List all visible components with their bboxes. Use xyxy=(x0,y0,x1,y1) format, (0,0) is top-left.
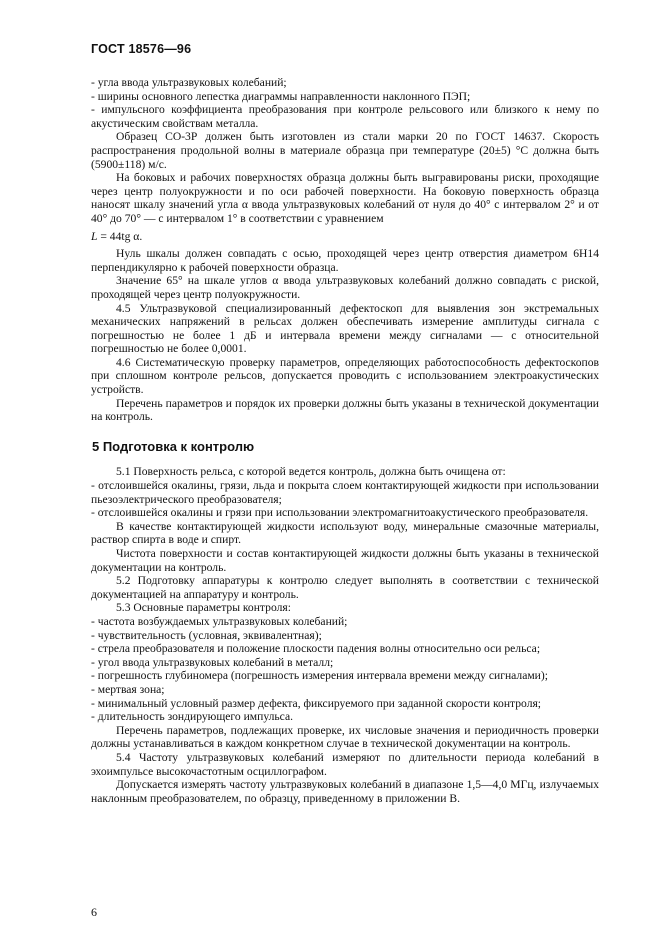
list-item: - ширины основного лепестка диаграммы направленности наклонного ПЭП; xyxy=(91,89,471,103)
paragraph: Перечень параметров, подлежащих проверке, их числовые значения и периодичность проверки должны устанавливаться в каждом конкретном случае в технической документации на контроль. xyxy=(91,723,599,751)
list-item: - частота возбуждаемых ультразвуковых колебаний; xyxy=(91,614,348,628)
list-item: - импульсного коэффициента преобразования при контроле рельсового или близкого к нему по акустическим свойствам металла. xyxy=(91,103,599,130)
paragraph: Допускается измерять частоту ультразвуковых колебаний в диапазоне 1,5—4,0 МГц, излучаемых наклонным преобразователем, по образцу, приведенному в приложении В. xyxy=(91,778,599,805)
paragraph: Значение 65° на шкале углов α ввода ультразвуковых колебаний должно совпадать с риской, проходящей через центр полуокружности. xyxy=(91,274,599,301)
paragraph: 4.5 Ультразвуковой специализированный дефектоскоп для выявления зон экстремальных механических напряжений в рельсах должен обеспечивать измерение амплитуды сигнала с погрешностью не более 1 дБ и интервала времени между сигналами — с относительной погрешностью не более 0,0001. xyxy=(91,301,599,356)
list-item: - чувствительность (условная, эквивалентная); xyxy=(91,628,322,642)
section-heading: 5 Подготовка к контролю xyxy=(92,438,255,454)
list-item: - стрела преобразователя и положение плоскости падения волны относительно оси рельса; xyxy=(91,642,541,656)
text-block-intro xyxy=(91,76,599,226)
list-item: - длительность зондирующего импульса. xyxy=(91,710,294,724)
list-item: - угол ввода ультразвуковых колебаний в металл; xyxy=(91,655,334,669)
document-header: ГОСТ 18576—96 xyxy=(91,42,192,56)
list-item: - минимальный условный размер дефекта, фиксируемого при заданной скорости контроля; xyxy=(91,696,542,710)
list-item: - угла ввода ультразвуковых колебаний; xyxy=(91,76,287,89)
formula xyxy=(91,230,599,244)
formula-rhs: = 44tg α. xyxy=(97,229,143,243)
list-item: - отслоившейся окалины и грязи при использовании электромагнитоакустического преобразователя. xyxy=(91,506,589,520)
paragraph: Нуль шкалы должен совпадать с осью, проходящей через центр отверстия диаметром 6Н14 перпендикулярно к рабочей поверхности образца. xyxy=(91,247,599,274)
text-block-section-5 xyxy=(91,465,599,805)
paragraph: Чистота поверхности и состав контактирующей жидкости должны быть указаны в технической документации на контроль. xyxy=(91,547,599,574)
list-item: - отслоившейся окалины, грязи, льда и покрыта слоем контактирующей жидкости при использовании пьезоэлектрического преобразователя; xyxy=(91,479,599,506)
paragraph: 5.4 Частоту ультразвуковых колебаний измеряют по длительности периода колебаний в эхоимпульсе высокочастотным осциллографом. xyxy=(91,750,599,778)
paragraph: На боковых и рабочих поверхностях образца должны быть выгравированы риски, проходящие через центр полуокружности и по оси рабочей поверхности. На боковую поверхность образца наносят шкалу значений угла α ввода ультразвуковых колебаний от нуля до 40° с интервалом 2° и от 40° до 70° — с интервалом 1° в соответствии с уравнением xyxy=(91,171,599,225)
paragraph: 5.3 Основные параметры контроля: xyxy=(116,601,291,615)
document-body xyxy=(91,76,599,805)
list-item: - мертвая зона; xyxy=(91,682,165,696)
paragraph: В качестве контактирующей жидкости используют воду, минеральные смазочные материалы, раствор спирта в воде и спирт. xyxy=(91,519,599,547)
paragraph: Образец СО-3Р должен быть изготовлен из стали марки 20 по ГОСТ 14637. Скорость распространения продольной волны в материале образца при температуре (20±5) °С должна быть (5900±118) м/с. xyxy=(91,130,599,171)
paragraph: 4.6 Систематическую проверку параметров, определяющих работоспособность дефектоскопов при сплошном контроле рельсов, допускается проводить с использованием электроакустических устройств. xyxy=(91,355,599,397)
paragraph: Перечень параметров и порядок их проверки должны быть указаны в технической документации на контроль. xyxy=(91,396,599,424)
formula-lhs: L xyxy=(91,229,98,243)
paragraph: 5.1 Поверхность рельса, с которой ведется контроль, должна быть очищена от: xyxy=(116,465,506,479)
paragraph: 5.2 Подготовку аппаратуры к контролю следует выполнять в соответствии с технической документацией на аппаратуру и контроль. xyxy=(91,574,599,601)
page-number: 6 xyxy=(91,905,97,919)
text-block-clause-4 xyxy=(91,247,599,424)
list-item: - погрешность глубиномера (погрешность измерения интервала времени между сигналами); xyxy=(91,669,548,683)
